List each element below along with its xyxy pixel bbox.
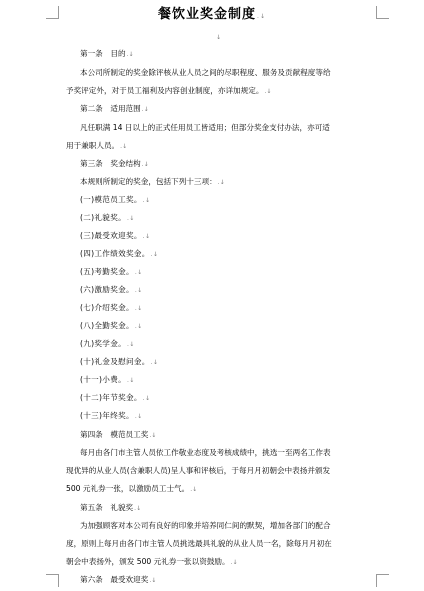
paragraph-mark: .↓ bbox=[134, 323, 143, 330]
paragraph-mark: .↓ bbox=[257, 13, 266, 20]
article-1-body-line-2 bbox=[66, 86, 271, 97]
list-item-10 bbox=[80, 357, 158, 368]
line-text: 第一条 目的 bbox=[80, 49, 126, 58]
article-1-heading bbox=[80, 49, 134, 60]
paragraph-mark: .↓ bbox=[217, 179, 225, 186]
line-text: (二)礼貌奖。 bbox=[80, 213, 126, 222]
article-4-body-line-3 bbox=[66, 484, 197, 495]
paragraph-mark: .↓ bbox=[127, 377, 135, 384]
paragraph-mark: .↓ bbox=[142, 233, 151, 240]
paragraph-mark: .↓ bbox=[120, 143, 128, 150]
line-text: (七)介绍奖金。 bbox=[80, 303, 134, 312]
line-text: (四)工作绩效奖金。 bbox=[80, 249, 150, 258]
paragraph-mark: .↓ bbox=[127, 215, 135, 222]
paragraph-mark: .↓ bbox=[141, 161, 149, 168]
paragraph-anchor-mark: ↓ bbox=[216, 34, 222, 41]
line-text: 第三条 奖金结构 bbox=[80, 159, 141, 168]
article-4-body-line-1 bbox=[80, 448, 331, 458]
line-text: 予奖评定外，对于员工福利及内容创业制度，亦详加规定。 bbox=[66, 86, 264, 95]
article-2-heading bbox=[80, 104, 149, 115]
line-text: (十)礼金及慰问金。 bbox=[80, 357, 150, 366]
article-5-body-line-1 bbox=[80, 521, 331, 531]
paragraph-mark: .↓ bbox=[134, 413, 143, 420]
paragraph-mark: .↓ bbox=[230, 559, 238, 566]
line-text: (十一)小费。 bbox=[80, 375, 126, 384]
paragraph-mark: .↓ bbox=[134, 305, 143, 312]
line-text: 凡任职满 14 日以上的正式任用员工皆适用；但部分奖金支付办法，亦可适 bbox=[80, 123, 330, 132]
line-text: 度，原则上每月由各门市主管人员挑选最具礼貌的从业人员一名，除每月月初在 bbox=[66, 539, 332, 548]
line-text: 第六条 最受欢迎奖 bbox=[80, 575, 149, 584]
list-item-3 bbox=[80, 231, 150, 242]
list-item-13 bbox=[80, 411, 142, 422]
line-text: (十三)年终奖。 bbox=[80, 411, 134, 420]
article-6-heading bbox=[80, 575, 156, 586]
line-text: 第二条 适用范围 bbox=[80, 104, 141, 113]
line-text: 第五条 礼貌奖 bbox=[80, 503, 134, 512]
article-5-body-line-3 bbox=[66, 557, 238, 568]
list-item-2 bbox=[80, 213, 135, 224]
document-title-text: 餐饮业奖金制度 bbox=[158, 7, 257, 22]
line-text: 朝会中表扬外，颁发 500 元礼券一张以资鼓励。 bbox=[66, 557, 230, 566]
line-text: 现优异的从业人员(含兼职人员)呈人事和评核后，于每月月初朝会中表扬并颁发 bbox=[66, 466, 331, 475]
line-text: (八)全勤奖金。 bbox=[80, 321, 134, 330]
article-2-body-line-1 bbox=[80, 123, 330, 133]
list-item-9 bbox=[80, 339, 135, 350]
list-item-1 bbox=[80, 195, 150, 206]
list-item-11 bbox=[80, 375, 135, 386]
paragraph-mark: .↓ bbox=[149, 432, 157, 439]
line-text: 第四条 模范员工奖 bbox=[80, 430, 149, 439]
paragraph-mark: .↓ bbox=[150, 359, 159, 366]
line-text: (一)模范员工奖。 bbox=[80, 195, 142, 204]
line-text: 用于兼职人员。 bbox=[66, 141, 120, 150]
line-text: (九)奖学金。 bbox=[80, 339, 126, 348]
article-5-body-line-2 bbox=[66, 539, 332, 549]
paragraph-mark: .↓ bbox=[134, 269, 143, 276]
crop-mark-bottom-left bbox=[46, 574, 59, 587]
line-text: 本规则所制定的奖金，包括下列十三项： bbox=[80, 177, 217, 186]
paragraph-mark: .↓ bbox=[150, 251, 159, 258]
article-4-heading bbox=[80, 430, 156, 441]
line-text: (十二)年节奖金。 bbox=[80, 393, 142, 402]
line-text: 每月由各门市主管人员依工作敬业态度及考核成绩中，挑选一至两名工作表 bbox=[80, 448, 331, 457]
document-title bbox=[0, 3, 424, 22]
paragraph-mark: .↓ bbox=[142, 395, 151, 402]
article-2-body-line-2 bbox=[66, 141, 127, 152]
list-item-8 bbox=[80, 321, 142, 332]
article-5-heading bbox=[80, 503, 141, 514]
line-text: (六)激励奖金。 bbox=[80, 285, 134, 294]
line-text: 为加强顾客对本公司有良好的印象并培养同仁间的默契，增加各部门的配合 bbox=[80, 521, 331, 530]
paragraph-mark: .↓ bbox=[190, 486, 198, 493]
paragraph-mark: .↓ bbox=[142, 197, 151, 204]
list-item-4 bbox=[80, 249, 158, 260]
paragraph-mark: .↓ bbox=[141, 106, 149, 113]
line-text: 500 元礼券一张，以激励员工士气。 bbox=[66, 484, 190, 493]
list-item-7 bbox=[80, 303, 142, 314]
paragraph-mark: .↓ bbox=[134, 505, 142, 512]
paragraph-mark: .↓ bbox=[126, 51, 134, 58]
paragraph-mark: .↓ bbox=[127, 341, 135, 348]
list-item-5 bbox=[80, 267, 142, 278]
article-3-intro bbox=[80, 177, 225, 188]
paragraph-mark: .↓ bbox=[134, 287, 143, 294]
line-text: (五)考勤奖金。 bbox=[80, 267, 134, 276]
paragraph-mark: .↓ bbox=[264, 88, 272, 95]
list-item-6 bbox=[80, 285, 142, 296]
article-3-heading bbox=[80, 159, 149, 170]
crop-mark-bottom-right bbox=[376, 574, 389, 587]
list-item-12 bbox=[80, 393, 150, 404]
line-text: 本公司所制定的奖金除评核从业人员之间的尽职程度、服务及贡献程度等给 bbox=[80, 68, 331, 77]
paragraph-mark: .↓ bbox=[149, 577, 157, 584]
article-4-body-line-2 bbox=[66, 466, 330, 476]
line-text: (三)最受欢迎奖。 bbox=[80, 231, 142, 240]
article-1-body-line-1 bbox=[80, 68, 331, 78]
